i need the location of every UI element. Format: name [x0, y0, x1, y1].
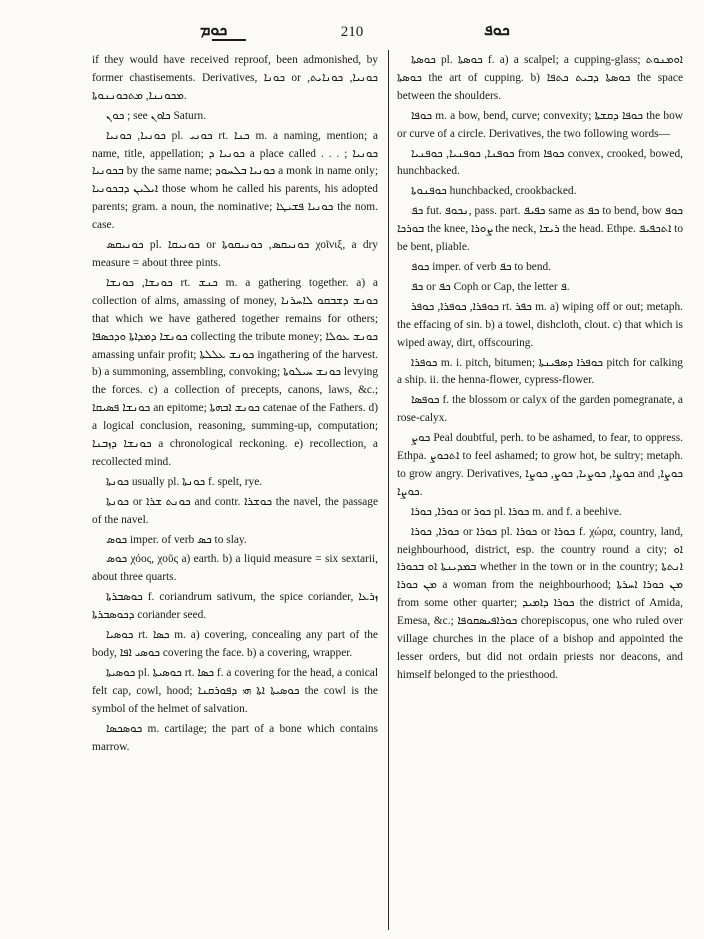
dictionary-entry: if they would have received reproof, been admonished, by former chastisements. Derivatives, ܟܘܢܐ or ܟܘܢܝܐ, ܟܘܢܐܝܬ, ܡܟܘܢܢܐ, ܡܬܟܘܢܢܘܬܐ.: [92, 54, 378, 102]
dictionary-entry: ܟܘܦܪܐ m. i. pitch, bitumen; ܟܘܦܪܐ ܕܣܦܝܢܬܐ pitch for calking a ship. ii. the henna-flower, cypress-flower.: [397, 356, 683, 387]
dictionary-entry: ܟܘܦܪܐ, ܟܘܦܪܐ, ܟܘܦܪ rt. ܟܦܪ m. a) wiping off or out; metaph. the effacing of sin. b) a towel, dishcloth, clout. c) that which is wiped away, dirt, offscouring.: [397, 300, 683, 349]
dictionary-entry: ܟܘܪܐ, ܟܘܪܐ or ܟܘܪܐ pl. ܟܘܪܐ or ܟܘܪܐ f. χώρα, country, land, neighbourhood, district, esp. the country round a city; ܐܘ ܒܡܕܝܢܬܐ ܐܘ ܒܟܘܪܐ whether in the town or in the country; ܐܢܬܬܐ ܡܢ ܟܘܪܐ a woman from the neighbourhood; ܡܢ ܟܘܪܐ ܐܚܪܬܐ from some other quarter; ܟܘܪܐ ܕܐܡܝܕ the district of Amida, Emesa, &c.; ܟܘܪܐܦܝܣܩܘܦܐ chorepiscopus, one who ruled over village churches in the place of a bishop and appointed the lesser orders, but did not ordain priests nor deacons, and himself belonged to the priesthood.: [397, 525, 683, 681]
dictionary-entry: ܟܘܦܢܐ, ܟܘܦܢܝܐ, ܟܘܦܢܝܐ from ܟܘܦܐ convex, crooked, bowed, hunchbacked.: [397, 147, 683, 178]
dictionary-entry: ܟܘܢܬܐ or ܟܘܢܬ ܫܪܐ and contr. ܟܘܫܪܐ the navel, the passage of the navel.: [92, 495, 378, 526]
dictionary-entry: ܟܦ or ܟܦ Coph or Cap, the letter ܦ.: [411, 280, 570, 293]
header-syriac-left: ܟܘܡ: [200, 22, 228, 39]
dictionary-entry: ܟܘܣܒܪܬܐ f. coriandrum sativum, the spice coriander, ܙܪܥܐ ܕܟܘܣܒܪܬܐ coriander seed.: [92, 591, 378, 622]
dictionary-entry: ܟܘܨ Peal doubtful, perh. to be ashamed, to fear, to oppress. Ethpa. ܐܬܟܘܨ to feel ashamed; to grow hot, be sultry; metaph. to grow angry. Derivatives, ܟܘܨܐ, ܟܘܨܝܐ, ܟܘܨ, ܟܘܨܐ and ܟܘܨܐ, ܟܘܨܐ.: [397, 432, 683, 498]
dictionary-entry: ܟܘܣܝܐ rt. ܟܣܐ m. a) covering, concealing any part of the body, ܟܘܣܝ ܐܦܐ covering the face. b) a covering, wrapper.: [92, 629, 378, 659]
dictionary-entry: ܟܘܣܬܐ pl. ܟܘܣܬܐ f. a) a scalpel; a cupping-glass; ܐܘܡܢܘܬ ܟܘܣܬܐ the art of cupping. b) ܟܘܣܬܐ ܕܒܝܬ ܟܬܦܐ the space between the shoulders.: [397, 54, 683, 102]
left-column: [92, 52, 378, 932]
dictionary-entry: ܟܘܢܬܐ usually pl. ܟܘܢܬܐ f. spelt, rye.: [106, 475, 263, 488]
dictionary-entry: ܟܘܣܟܣܐ m. cartilage; the part of a bone which contains marrow.: [92, 722, 378, 753]
dictionary-entry: ܟܘܢ ; see ܟܐܘܢ Saturn.: [106, 109, 207, 122]
header-syriac-right: ܟܘܦ: [484, 22, 510, 39]
page-number: 210: [340, 24, 364, 40]
dictionary-entry: ܟܘܦܣܐ f. the blossom or calyx of the garden pomegranate, a rose-calyx.: [397, 394, 683, 425]
right-column: [397, 52, 683, 932]
dictionary-entry: ܟܘܢܫܐ, ܟܘܢܫܐ rt. ܟܢܫ m. a gathering together. a) a collection of alms, amassing of money, ܟܘܢܫ ܕܫܒܩܘ ܠܐܚܪܢܐ that which we have gathered together remains for others; ܟܘܢܫܐ ܕܡܕܐܬܐ ܘܕܟܣܦܐ collecting the tribute money; ܟܘܢܫ ܥܘܠܐ amassing unfair profit; ܟܘܢܫ ܥܠܠܬܐ ingathering of the harvest. b) a summoning, assembling, convoking; ܟܘܢܫ ܚܝܠܘܬܐ levying the forces. c) a collection of precepts, canons, laws, &c.; ܟܘܢܫܐ ܦܣܝܩܐ an epitome; ܟܘܢܫ ܐܒܗܬܐ catenae of the Fathers. d) a logical conclusion, reasoning, summing-up, computation; ܟܘܢܫܐ ܕܙܒܢܐ a chronological reckoning. e) recollection, a recollected mind.: [92, 276, 378, 468]
dictionary-entry: ܟܘܣ imper. of verb ܟܣ to slay.: [106, 533, 247, 546]
dictionary-entry: ܟܦ fut. ܢܟܘܦ, pass. part. ܟܦܝܦ same as ܟܦ to bend, bow ܟܘܦ ܒܘܪܟܐ the knee, ܨܘܪܐ the neck, ܪܝܫܐ the head. Ethpe. ܐܬܟܦܝܦ to be bent, pliable.: [397, 205, 683, 254]
dictionary-entry: ܟܘܢܝܩܣ pl. ܟܘܢܝܩܐ or ܟܘܢܝܩܣ, ܟܘܢܝܩܘܬܐ χοῖνιξ, a dry measure = about three pints.: [92, 239, 378, 269]
dictionary-entry: ܟܘܣܝܬܐ pl. ܟܘܣܝܬܐ rt. ܟܣܐ f. a covering for the head, a conical felt cap, cowl, hood; ܟܘܣܝܬܐ ܐܬܐ ܗܝ ܕܦܘܪܩܢܐ the cowl is the symbol of the helmet of salvation.: [92, 666, 378, 715]
dictionary-entry: ܟܘܦܢܘܬܐ hunchbacked, crookbacked.: [411, 185, 577, 198]
column-divider: [388, 50, 389, 930]
dictionary-entry: ܟܘܢܝܐ, ܟܘܢܝܐ pl. ܟܘܢܝ rt. ܟܢܐ m. a naming, mention; a name, title, appellation; ܟܘܢܝܐ ܕ a place called . . . ; ܟܘܢܝܐ ܒܟܘܢܝܐ by the same name; ܟܘܢܝܐ ܒܠܚܘܕ a monk in name only; ܐܝܠܝܢ ܕܒܟܘܢܝܐ those whom he called his parents, his adopted parents; gram. a noun, the nominative; ܟܘܢܝܐ ܦܫܝܛܐ the nom. case.: [92, 129, 378, 232]
dictionary-entry: ܟܘܣ χόος, χοῦς a) earth. b) a liquid measure = six sextarii, about three quarts.: [92, 553, 378, 584]
dictionary-entry: ܟܘܦ imper. of verb ܟܦ to bend.: [411, 260, 552, 273]
dictionary-entry: ܟܘܦܐ m. a bow, bend, curve; convexity; ܟܘܦܐ ܕܩܫܬܐ the bow or curve of a circle. Derivatives, the two following words—: [397, 109, 683, 140]
dictionary-entry: ܟܘܪܐ, ܟܘܪܐ or ܟܘܪ pl. ܟܘܪܐ m. and f. a beehive.: [411, 505, 622, 518]
